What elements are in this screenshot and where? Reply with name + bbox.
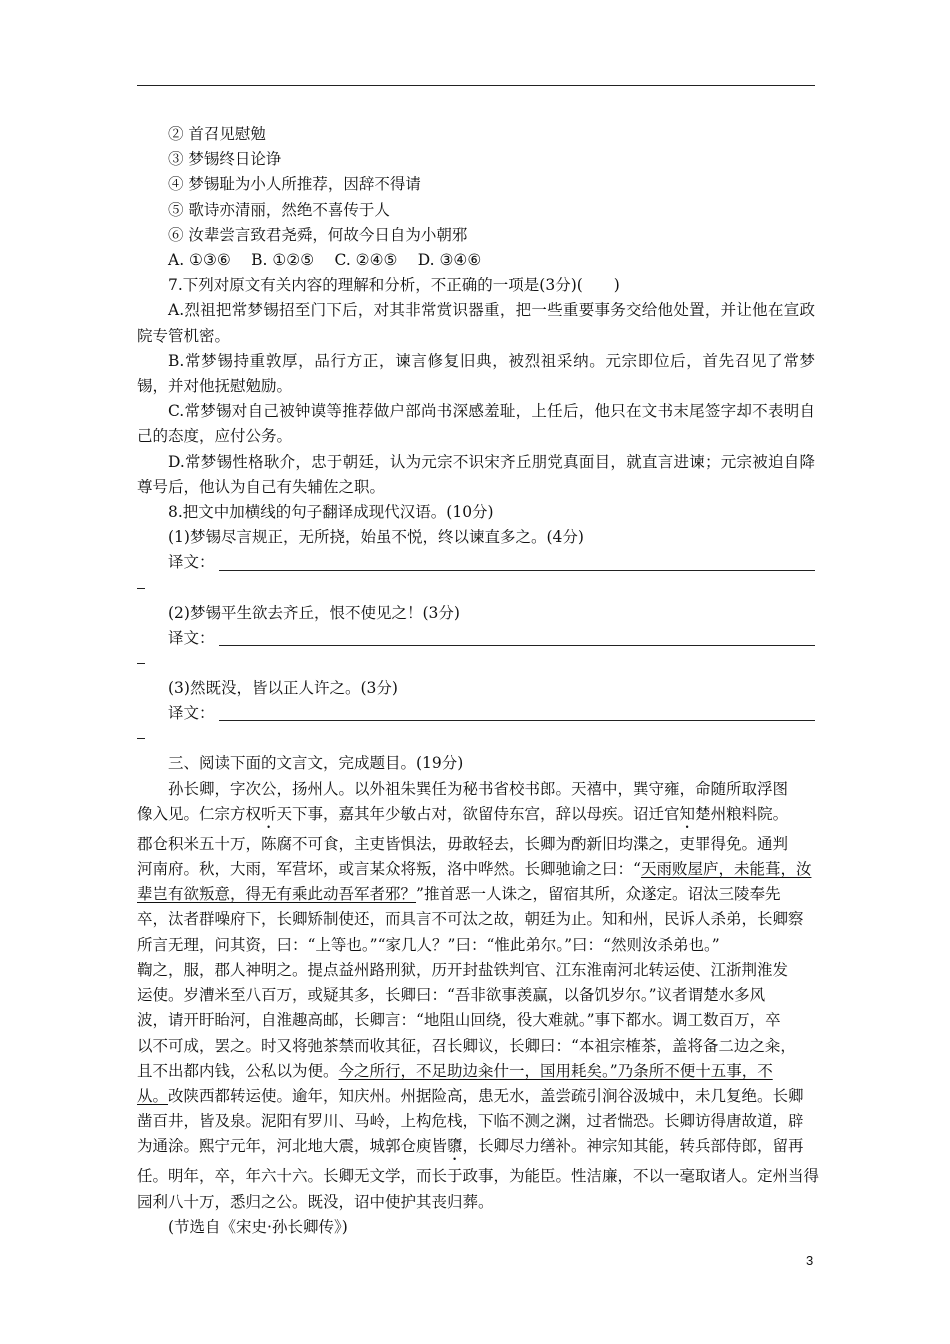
passage xyxy=(137,777,820,1215)
passage-line: 所言无理，问其资，曰：“上等也。”“家几人？”曰：“惟此弟尔。”曰：“然则汝杀弟也。” xyxy=(137,935,720,954)
passage-line: 鞫之，服，郡人神明之。提点益州路刑狱，历开封盐铁判官、江东淮南河北转运使、江浙荆淮发 xyxy=(137,960,789,979)
q7-option-b: B.常梦锡持重敦厚，品行方正，谏言修复旧典，被烈祖采纳。元宗即位后，首先召见了常梦锡，并对他抚慰勉励。 xyxy=(137,351,815,396)
q6-option-6: ⑥ 汝辈尝言致君尧舜，何故今日自为小朝邪 xyxy=(168,225,468,244)
line-mark xyxy=(137,651,815,676)
passage-line: 任。明年，卒，年六十六。长卿无文学，而长于政事，为能臣。性洁廉，不以一毫取诸人。定州当得 xyxy=(137,1167,820,1186)
line-mark xyxy=(137,576,815,601)
q6-choices: A. ①③⑥ B. ①②⑤ C. ②④⑤ D. ③④⑥ xyxy=(168,251,482,270)
answer-label: 译文： xyxy=(168,704,215,723)
q7-option-a: A.烈祖把常梦锡招至门下后，对其非常赏识器重，把一些重要事务交给他处置，并让他在宣政院专管机密。 xyxy=(137,301,815,345)
passage-source: (节选自《宋史·孙长卿传》) xyxy=(168,1217,348,1236)
answer-blank[interactable] xyxy=(219,552,815,571)
q8-stem: 8.把文中加横线的句子翻译成现代汉语。(10分) xyxy=(168,503,494,522)
q7-option-c: C.常梦锡对自己被钟谟等推荐做户部尚书深感羞耻，上任后，他只在文书末尾签字却不表明自己的态度，应付公务。 xyxy=(137,402,815,446)
q7-option-d: D.常梦锡性格耿介，忠于朝廷，认为元宗不识宋齐丘朋党真面目，就直言进谏；元宗被迫自降尊号后，他认为自己有失辅佐之职。 xyxy=(137,452,815,496)
passage-line: 卒，汰者群噪府下，长卿矫制使还，而具言不可汰之故，朝廷为止。知和州，民诉人杀弟，长卿察 xyxy=(137,910,804,929)
passage-line: 像入见。仁宗方权听天下事，嘉其年少敏占对，欲留侍东宫，辞以母疾。诏迁官知楚州粮料院。 xyxy=(137,804,789,823)
answer-line-2 xyxy=(137,626,815,651)
passage-line: 波，请开盱眙河，自淮趣高邮，长卿言：“地阻山回绕，役大难就。”事下都水。调工数百万，卒 xyxy=(137,1011,781,1030)
page-number: 3 xyxy=(806,1253,814,1268)
q8-item-3: (3)然既没，皆以正人许之。(3分) xyxy=(168,679,398,698)
passage-line: 郡仓积米五十万，陈腐不可食，主吏皆惧法，毋敢轻去，长卿为酌新旧均渫之，吏罪得免。通判 xyxy=(137,834,789,853)
passage-line: 园利八十万，悉归之公。既没，诏中使护其丧归葬。 xyxy=(137,1192,494,1211)
q6-option-3: ③ 梦锡终日论诤 xyxy=(168,150,282,169)
page-content xyxy=(137,122,820,1240)
passage-line: 从。改陕西都转运使。逾年，知庆州。州据险高，患无水，盖尝疏引涧谷汲城中，未几复绝。长卿 xyxy=(137,1086,804,1105)
passage-line: 为通涂。熙宁元年，河北地大震，城郭仓庾皆隳，长卿尽力缮补。神宗知其能，转兵部侍郎，留再 xyxy=(137,1137,804,1156)
passage-line: 河南府。秋，大雨，军营坏，或言某众将叛，洛中哗然。长卿驰谕之曰：“天雨败屋庐，未能葺，汝 xyxy=(137,860,812,879)
q6-option-2: ② 首召见慰勉 xyxy=(168,125,266,143)
passage-line: 孙长卿，字次公，扬州人。以外祖朱巽任为秘书省校书郎。天禧中，巽守雍，命随所取浮图 xyxy=(168,779,789,798)
q8-item-1: (1)梦锡尽言规正，无所挠，始虽不悦，终以谏直多之。(4分) xyxy=(168,528,584,547)
line-mark xyxy=(137,726,815,751)
answer-label: 译文： xyxy=(168,628,215,647)
passage-line: 凿百井，皆及泉。泥阳有罗川、马岭，上构危栈，下临不测之渊，过者惴恐。长卿访得唐故道，辟 xyxy=(137,1112,804,1131)
passage-line: 辈岂有欲叛意，得无有乘此动吾军者邪？”推首恶一人诛之，留宿其所，众遂定。诏汰三陵奉先 xyxy=(137,885,781,904)
q7-stem: 7.下列对原文有关内容的理解和分析，不正确的一项是(3分)( ) xyxy=(168,276,620,295)
answer-blank[interactable] xyxy=(219,702,815,721)
passage-line: 运使。岁漕米至八百万，或疑其多，长卿曰：“吾非欲事羡赢，以备饥岁尔。”议者谓楚水多风 xyxy=(137,986,766,1005)
q6-option-4: ④ 梦锡耻为小人所推荐，因辞不得请 xyxy=(168,175,421,194)
header-rule xyxy=(137,85,815,86)
answer-line-3 xyxy=(137,701,815,726)
answer-label: 译文： xyxy=(168,553,215,572)
passage-line: 且不出都内钱，公私以为便。今之所行，不足助边籴什一，国用耗矣。”乃条所不便十五事，不 xyxy=(137,1061,773,1080)
answer-line-1 xyxy=(137,550,815,575)
q6-option-5: ⑤ 歌诗亦清丽，然绝不喜传于人 xyxy=(168,200,390,219)
answer-blank[interactable] xyxy=(219,627,815,646)
q8-item-2: (2)梦锡平生欲去齐丘，恨不使见之！(3分) xyxy=(168,603,460,622)
section3-heading: 三、阅读下面的文言文，完成题目。(19分) xyxy=(168,754,464,773)
passage-line: 以不可成，罢之。时又将弛茶禁而收其征，召长卿议，长卿曰：“本祖宗榷茶，盖将备二边之籴， xyxy=(137,1036,796,1055)
